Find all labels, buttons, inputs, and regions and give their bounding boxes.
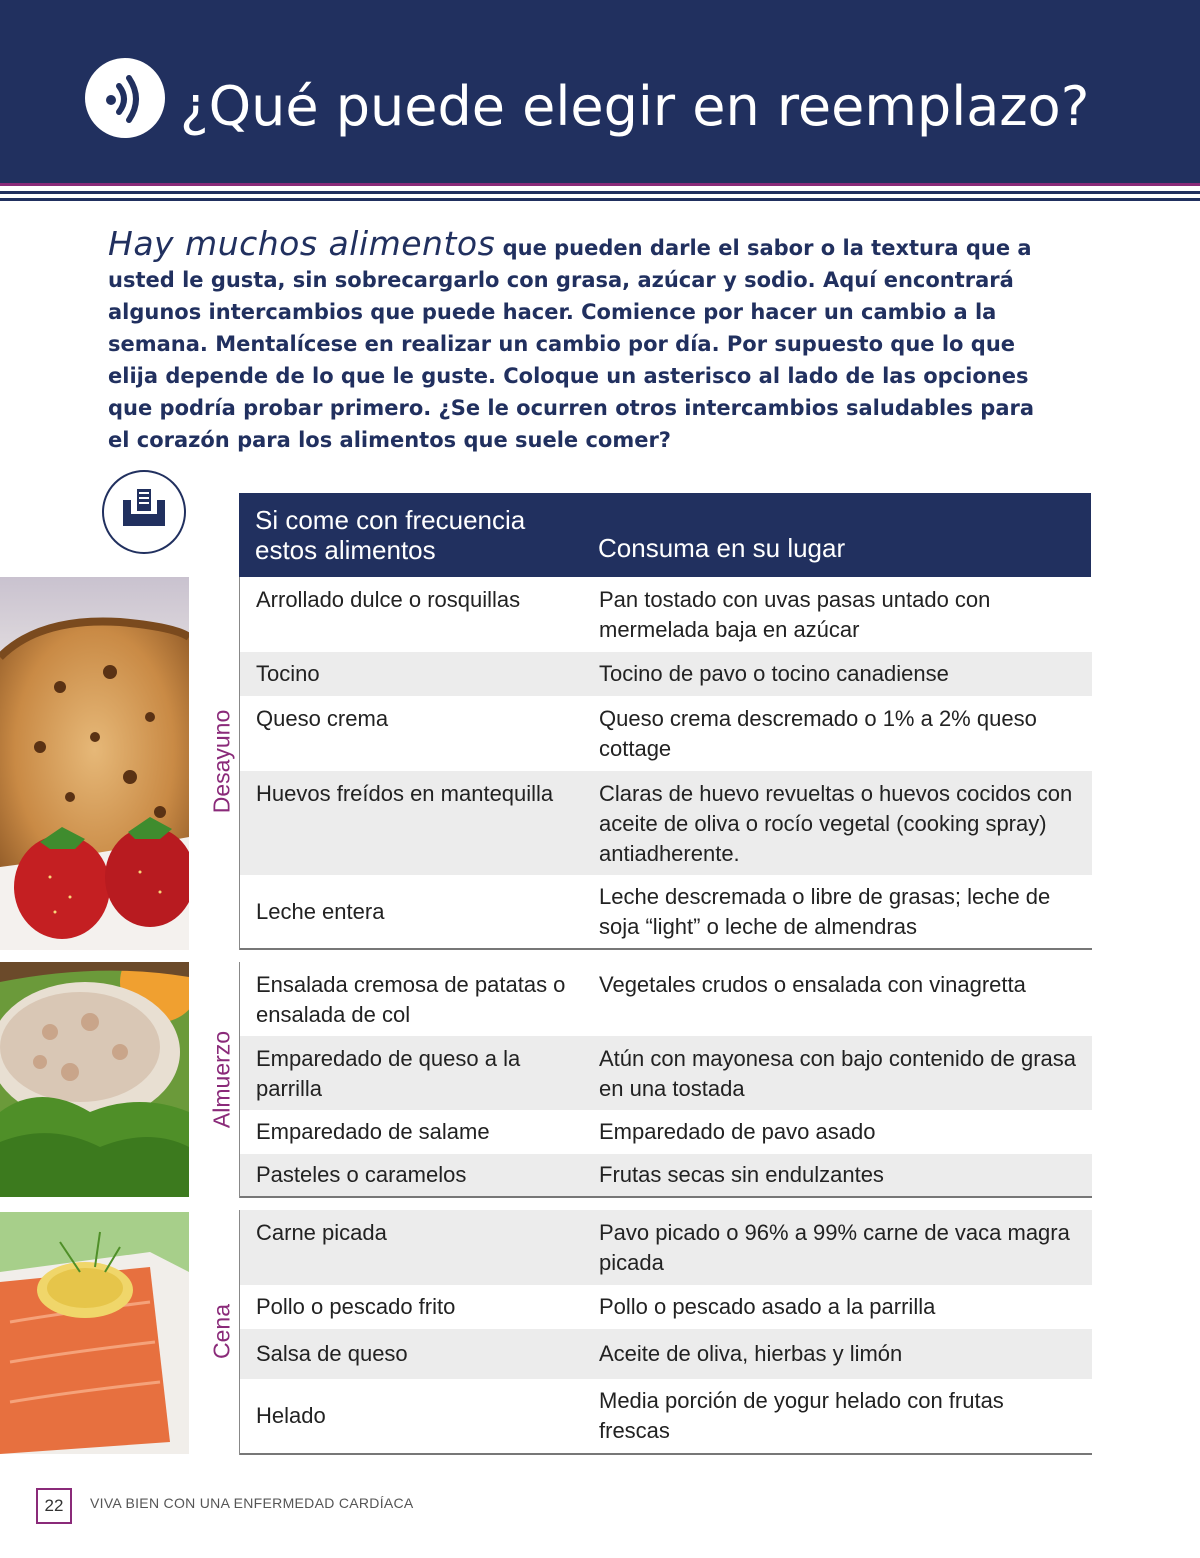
section-divider	[240, 948, 1092, 950]
food-cell: Ensalada cremosa de patatas o ensalada de col	[256, 972, 566, 1027]
col2-header: Consuma en su lugar	[598, 533, 846, 563]
swap-cell: Aceite de oliva, hierbas y limón	[599, 1341, 903, 1366]
food-cell: Leche entera	[256, 898, 385, 924]
table-row	[240, 696, 1092, 771]
section-almuerzo	[239, 962, 1092, 1198]
section-cena	[239, 1210, 1092, 1455]
page-number: 22	[36, 1488, 72, 1524]
section-label-desayuno: Desayuno	[208, 709, 235, 814]
food-cell: Arrollado dulce o rosquillas	[256, 587, 521, 612]
swap-cell: Queso crema descremado o 1% a 2% queso cottage	[599, 706, 1037, 761]
swap-cell: Pan tostado con uvas pasas untado con mermelada baja en azúcar	[599, 587, 991, 642]
swap-cell: Emparedado de pavo asado	[599, 1119, 876, 1144]
swap-cell: Atún con mayonesa con bajo contenido de grasa en una tostada	[599, 1046, 1076, 1101]
food-cell: Queso crema	[256, 706, 389, 731]
food-cell: Emparedado de queso a la parrilla	[256, 1046, 521, 1101]
table-row	[240, 875, 1092, 948]
swap-cell: Frutas secas sin endulzantes	[599, 1162, 884, 1187]
swap-cell: Media porción de yogur helado con frutas frescas	[599, 1388, 1004, 1443]
food-cell: Emparedado de salame	[256, 1119, 490, 1144]
sound-waves-icon	[85, 58, 165, 138]
table-row	[240, 1329, 1092, 1379]
swap-cell: Tocino de pavo o tocino canadiense	[599, 661, 949, 686]
table-row	[240, 652, 1092, 696]
section-desayuno	[239, 577, 1092, 950]
table-row	[240, 577, 1092, 652]
section-label-cena: Cena	[208, 1304, 235, 1359]
footer-title: VIVA BIEN CON UNA ENFERMEDAD CARDÍACA	[90, 1495, 414, 1511]
table-row	[240, 1285, 1092, 1329]
table-row	[240, 771, 1092, 875]
food-cell: Huevos freídos en mantequilla	[256, 781, 554, 806]
food-cell: Pollo o pescado frito	[256, 1294, 456, 1319]
table-row	[240, 1379, 1092, 1453]
page-title: ¿Qué puede elegir en reemplazo?	[180, 75, 1090, 138]
section-label-almuerzo: Almuerzo	[208, 1030, 235, 1129]
header-stripe	[0, 198, 1200, 201]
table-row	[240, 1036, 1092, 1110]
table-row	[240, 1110, 1092, 1154]
food-cell: Tocino	[256, 661, 320, 686]
table-row	[240, 1210, 1092, 1285]
col1-header: Si come con frecuencia estos alimentos	[255, 505, 526, 565]
document-tray-icon	[102, 470, 186, 554]
food-cell: Carne picada	[256, 1220, 387, 1245]
section-divider	[240, 1453, 1092, 1455]
swap-cell: Pavo picado o 96% a 99% carne de vaca magra picada	[599, 1220, 1070, 1275]
swap-cell: Vegetales crudos o ensalada con vinagretta	[599, 972, 1026, 997]
swap-cell: Pollo o pescado asado a la parrilla	[599, 1294, 936, 1319]
food-cell: Helado	[256, 1403, 326, 1428]
swap-cell: Claras de huevo revueltas o huevos cocidos con aceite de oliva o rocío vegetal (cooking spray) antiadherente.	[599, 781, 1073, 866]
intro-lead: Hay muchos alimentos	[108, 224, 496, 263]
dinner-photo	[0, 1212, 189, 1454]
food-cell: Salsa de queso	[256, 1341, 408, 1366]
table-header	[239, 493, 1091, 577]
lunch-photo	[0, 962, 189, 1197]
breakfast-photo	[0, 577, 189, 950]
swap-cell: Leche descremada o libre de grasas; leche de soja “light” o leche de almendras	[599, 883, 1051, 939]
intro-paragraph	[108, 224, 1048, 456]
section-divider	[240, 1196, 1092, 1198]
food-cell: Pasteles o caramelos	[256, 1162, 467, 1187]
intro-body: que pueden darle el sabor o la textura que a usted le gusta, sin sobrecargarlo con grasa, azúcar y sodio. Aquí encontrará algunos intercambios que puede hacer. Comience por hacer un cambio a la semana. Mentalícese en realizar un cambio por día. Por supuesto que lo que elija depende de lo que le guste. Coloque un asterisco al lado de las opciones que podría probar primero. ¿Se le ocurren otros intercambios saludables para el corazón para los alimentos que suele comer?	[108, 236, 1035, 452]
table-row	[240, 1154, 1092, 1196]
table-row	[240, 962, 1092, 1036]
